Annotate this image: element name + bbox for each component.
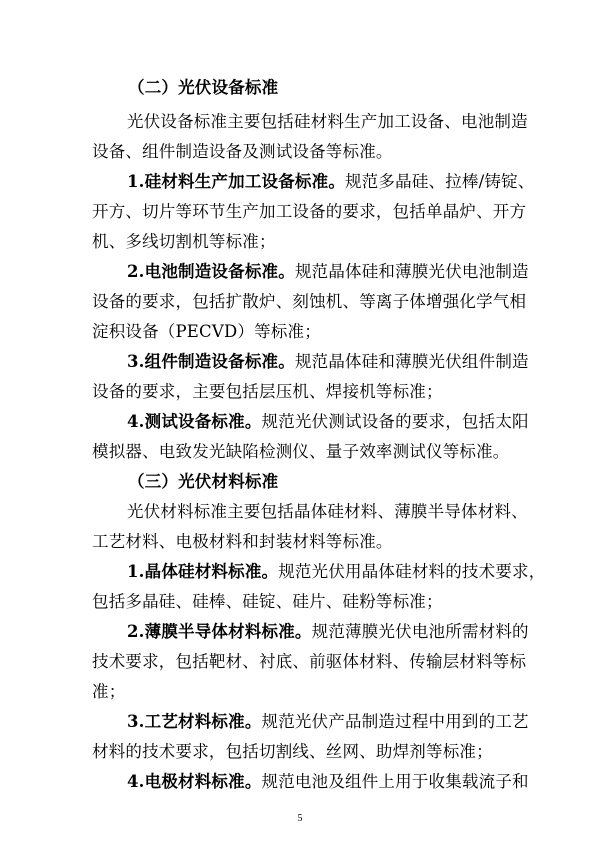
list-item [127, 561, 600, 583]
item-title: 1.硅材料生产加工设备标准。 [127, 172, 346, 191]
page-number: 5 [297, 813, 303, 824]
item-text: 规范光伏测试设备的要求，包括太阳 [261, 412, 529, 431]
paragraph-line: 模拟器、电致发光缺陷检测仪、量子效率测试仪等标准。 [92, 442, 510, 461]
list-item [127, 771, 600, 793]
list-item [127, 261, 600, 283]
item-text: 规范光伏产品制造过程中用到的工艺 [261, 712, 529, 731]
paragraph-line: 工艺材料、电极材料和封装材料等标准。 [92, 532, 393, 551]
item-title: 2.薄膜半导体材料标准。 [127, 622, 312, 641]
paragraph-line: 设备的要求，主要包括层压机、焊接机等标准； [92, 382, 443, 401]
section-heading: （二）光伏设备标准 [128, 78, 279, 97]
item-title: 4.电极材料标准。 [127, 772, 262, 791]
paragraph-line: 材料的技术要求，包括切割线、丝网、助焊剂等标准； [92, 742, 493, 761]
item-title: 1.晶体硅材料标准。 [127, 562, 279, 581]
item-text: 规范光伏用晶体硅材料的技术要求， [278, 562, 546, 581]
list-item [127, 351, 600, 373]
paragraph-line: 设备、组件制造设备及测试设备等标准。 [92, 142, 393, 161]
item-title: 2.电池制造设备标准。 [127, 262, 295, 281]
list-item [127, 171, 600, 193]
paragraph-line: 设备的要求，包括扩散炉、刻蚀机、等离子体增强化学气相 [92, 292, 527, 311]
paragraph-line: 准； [92, 682, 126, 701]
paragraph-line: 包括多晶硅、硅棒、硅锭、硅片、硅粉等标准； [92, 592, 443, 611]
item-title: 3.组件制造设备标准。 [127, 352, 295, 371]
section-heading: （三）光伏材料标准 [128, 472, 279, 491]
paragraph-line: 光伏材料标准主要包括晶体硅材料、薄膜半导体材料、 [127, 502, 528, 521]
paragraph-line: 淀积设备（PECVD）等标准； [92, 322, 321, 341]
list-item [127, 411, 600, 433]
paragraph-line: 光伏设备标准主要包括硅材料生产加工设备、电池制造 [127, 112, 528, 131]
item-title: 4.测试设备标准。 [127, 412, 262, 431]
paragraph-line: 机、多线切割机等标准； [92, 232, 276, 251]
item-text: 规范晶体硅和薄膜光伏组件制造 [294, 352, 529, 371]
item-title: 3.工艺材料标准。 [127, 712, 262, 731]
list-item [127, 621, 600, 643]
paragraph-line: 技术要求，包括靶材、衬底、前驱体材料、传输层材料等标 [92, 652, 527, 671]
item-text: 规范薄膜光伏电池所需材料的 [311, 622, 529, 641]
paragraph-line: 开方、切片等环节生产加工设备的要求，包括单晶炉、开方 [92, 202, 527, 221]
list-item [127, 711, 600, 733]
item-text: 规范晶体硅和薄膜光伏电池制造 [294, 262, 529, 281]
item-text: 规范电池及组件上用于收集载流子和 [261, 772, 529, 791]
item-text: 规范多晶硅、拉棒/铸锭、 [345, 172, 535, 191]
